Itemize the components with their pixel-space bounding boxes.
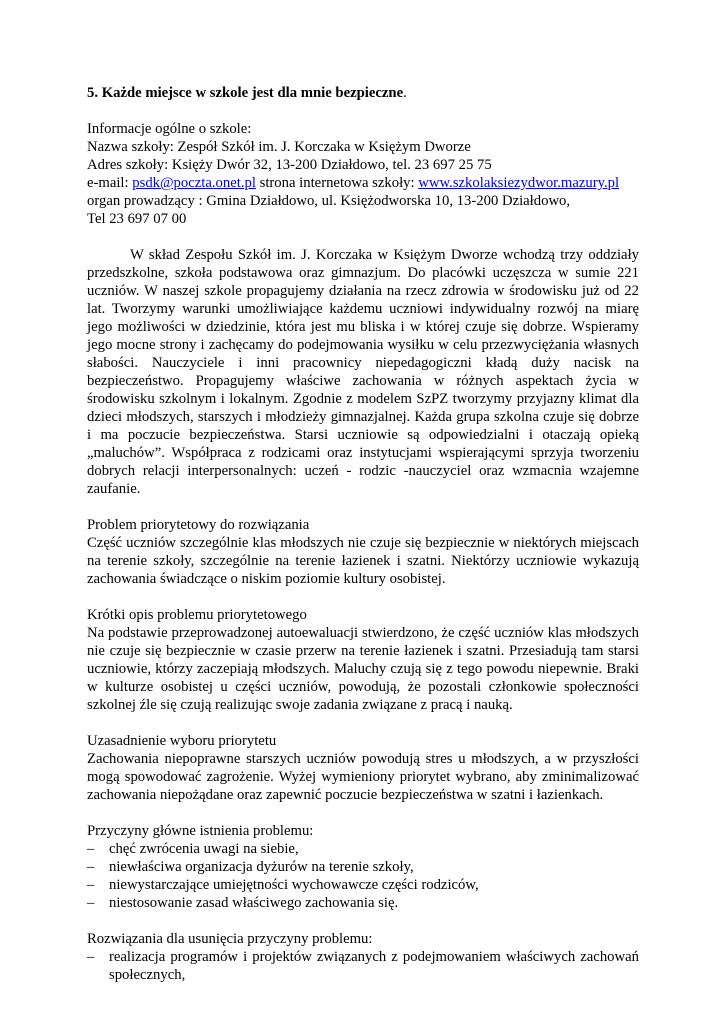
solutions-header: Rozwiązania dla usunięcia przyczyny problemu: [87, 931, 373, 947]
solutions-list [87, 948, 639, 984]
causes-block [87, 822, 639, 912]
description-text: Na podstawie przeprowadzonej autoewaluacji stwierdzono, że część uczniów klas młodszych nie czuje się bezpiecznie w czasie przerw na terenie łazienek i szatni. Przesiadują tam starsi uczniowie, którzy zaczepiają młodszych. Maluchy czują się z tego powodu niepewnie. Braki w kulturze osobistej u części uczniów, powodują, że pozostali członkowie społeczności szkolnej źle się czują realizując swoje zadania związane z pracą i nauką. [87, 625, 639, 713]
email-label: e-mail: [87, 175, 133, 191]
school-address-line: Adres szkoły: Księży Dwór 32, 13-200 Działdowo, tel. 23 697 25 75 [87, 157, 492, 173]
phone-line: Tel 23 697 07 00 [87, 211, 187, 227]
causes-header: Przyczyny główne istnienia problemu: [87, 823, 314, 839]
list-item: – niewłaściwa organizacja dyżurów na terenie szkoły, [87, 858, 639, 876]
section-title-end: . [403, 85, 407, 101]
section-number: 5. [87, 85, 99, 101]
general-info-header: Informacje ogólne o szkole: [87, 121, 252, 137]
problem-header: Problem priorytetowy do rozwiązania [87, 517, 310, 533]
section-title: Każde miejsce w szkole jest dla mnie bezpieczne [101, 85, 404, 101]
justification-text: Zachowania niepoprawne starszych uczniów powodują stres u młodszych, a w przyszłości mogą spowodować zagrożenie. Wyżej wymieniony priorytet wybrano, aby zminimalizować zachowania niepożądane oraz zapewnić poczucie bezpieczeństwa w szatni i łazienkach. [87, 751, 639, 803]
justification-block [87, 732, 639, 804]
intro-paragraph: W skład Zespołu Szkół im. J. Korczaka w Księżym Dworze wchodzą trzy oddziały przedszkolne, szkoła podstawowa oraz gimnazjum. Do placówki uczęszcza w sumie 221 uczniów. W naszej szkole propagujemy działania na rzecz zdrowia w środowisku już od 22 lat. Tworzymy warunki umożliwiające każdemu uczniowi indywidualny rozwój na miarę jego możliwości w dziedzinie, która jest mu bliska i w której czuje się dobrze. Wspieramy jego mocne strony i zachęcamy do podejmowania wysiłku w celu przezwyciężania własnych słabości. Nauczyciele i inni pracownicy niepedagogiczni kładą duży nacisk na bezpieczeństwo. Propagujemy właściwe zachowania w różnych aspektach życia w środowisku szkolnym i lokalnym. Zgodnie z modelem SzPZ tworzymy przyjazny klimat dla dzieci młodszych, starszych i młodzieży gimnazjalnej. Każda grupa szkolna czuje się dobrze i ma poczucie bezpieczeństwa. Starsi uczniowie są odpowiedzialni i otaczają opieką „maluchów”. Współpraca z rodzicami oraz instytucjami wspierającymi sprzyja tworzeniu dobrych relacji interpersonalnych: uczeń - rodzic -nauczyciel oraz wzmacnia wzajemne zaufanie. [87, 247, 639, 497]
organ-line: organ prowadzący : Gmina Działdowo, ul. Księżodworska 10, 13-200 Działdowo, [87, 193, 571, 209]
description-header: Krótki opis problemu priorytetowego [87, 607, 307, 623]
justification-header: Uzasadnienie wyboru priorytetu [87, 733, 277, 749]
causes-list [87, 840, 639, 912]
list-item: – chęć zwrócenia uwagi na siebie, [87, 840, 639, 858]
contact-line [87, 174, 639, 192]
list-item: – realizacja programów i projektów związanych z podejmowaniem właściwych zachowań społecznych, [87, 948, 639, 984]
list-item: – niewystarczające umiejętności wychowawcze części rodziców, [87, 876, 639, 894]
description-block [87, 606, 639, 714]
general-info-block [87, 120, 639, 228]
document-page [87, 84, 639, 984]
problem-block [87, 516, 639, 588]
list-item: – niestosowanie zasad właściwego zachowania się. [87, 894, 639, 912]
website-label: strona internetowa szkoły: [255, 175, 419, 191]
section-heading [87, 84, 639, 102]
school-name-line: Nazwa szkoły: Zespół Szkół im. J. Korczaka w Księżym Dworze [87, 139, 471, 155]
email-link[interactable]: psdk@poczta.onet.pl [132, 175, 256, 191]
problem-text: Część uczniów szczególnie klas młodszych nie czuje się bezpiecznie w niektórych miejscach na terenie szkoły, szczególnie na terenie łazienek i szatni. Niektórzy uczniowie wykazują zachowania świadczące o niskim poziomie kultury osobistej. [87, 535, 639, 587]
website-link[interactable]: www.szkolaksiezydwor.mazury.pl [418, 175, 620, 191]
solutions-block [87, 930, 639, 984]
